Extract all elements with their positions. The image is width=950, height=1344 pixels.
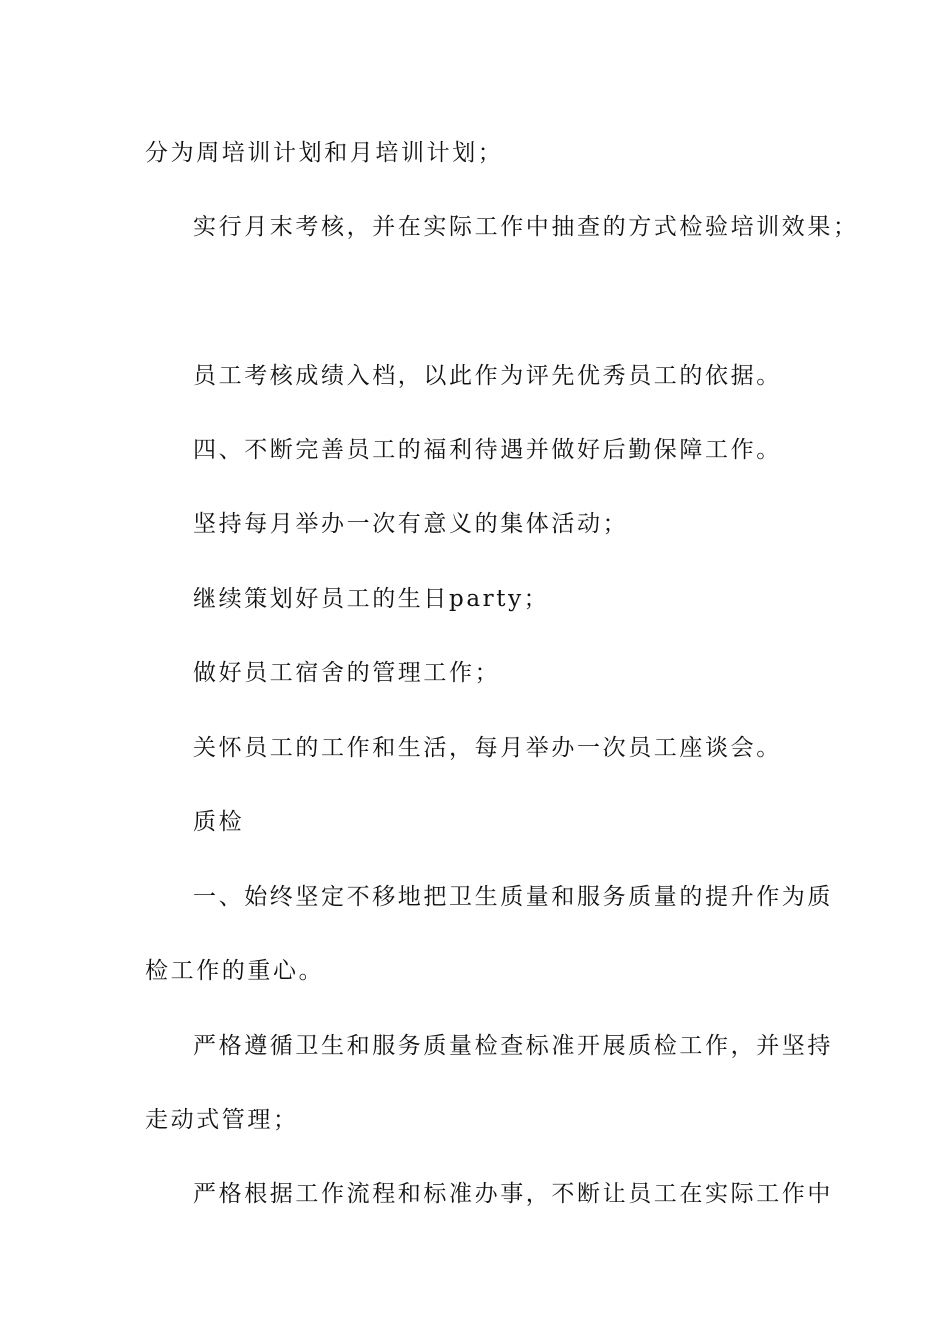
section-heading: 质检 — [193, 809, 245, 835]
text-line-5: 坚持每月举办一次有意义的集体活动； — [193, 511, 629, 537]
text-line-13: 走动式管理； — [145, 1107, 299, 1133]
text-line-7: 做好员工宿舍的管理工作； — [193, 660, 501, 686]
text-line-8: 关怀员工的工作和生活，每月举办一次员工座谈会。 — [193, 735, 782, 761]
text-line-6: 继续策划好员工的生日party； — [193, 586, 550, 612]
text-line-12: 严格遵循卫生和服务质量检查标准开展质检工作，并坚持 — [193, 1033, 833, 1059]
text-line-14: 严格根据工作流程和标准办事，不断让员工在实际工作中 — [193, 1181, 833, 1207]
text-line-1: 分为周培训计划和月培训计划； — [145, 140, 504, 166]
text-line-3: 员工考核成绩入档，以此作为评先优秀员工的依据。 — [193, 363, 782, 389]
text-line-4: 四、不断完善员工的福利待遇并做好后勤保障工作。 — [193, 437, 782, 463]
text-line-11: 检工作的重心。 — [145, 958, 325, 984]
text-line-2: 实行月末考核，并在实际工作中抽查的方式检验培训效果； — [193, 214, 859, 240]
text-line-10: 一、始终坚定不移地把卫生质量和服务质量的提升作为质 — [193, 884, 833, 910]
